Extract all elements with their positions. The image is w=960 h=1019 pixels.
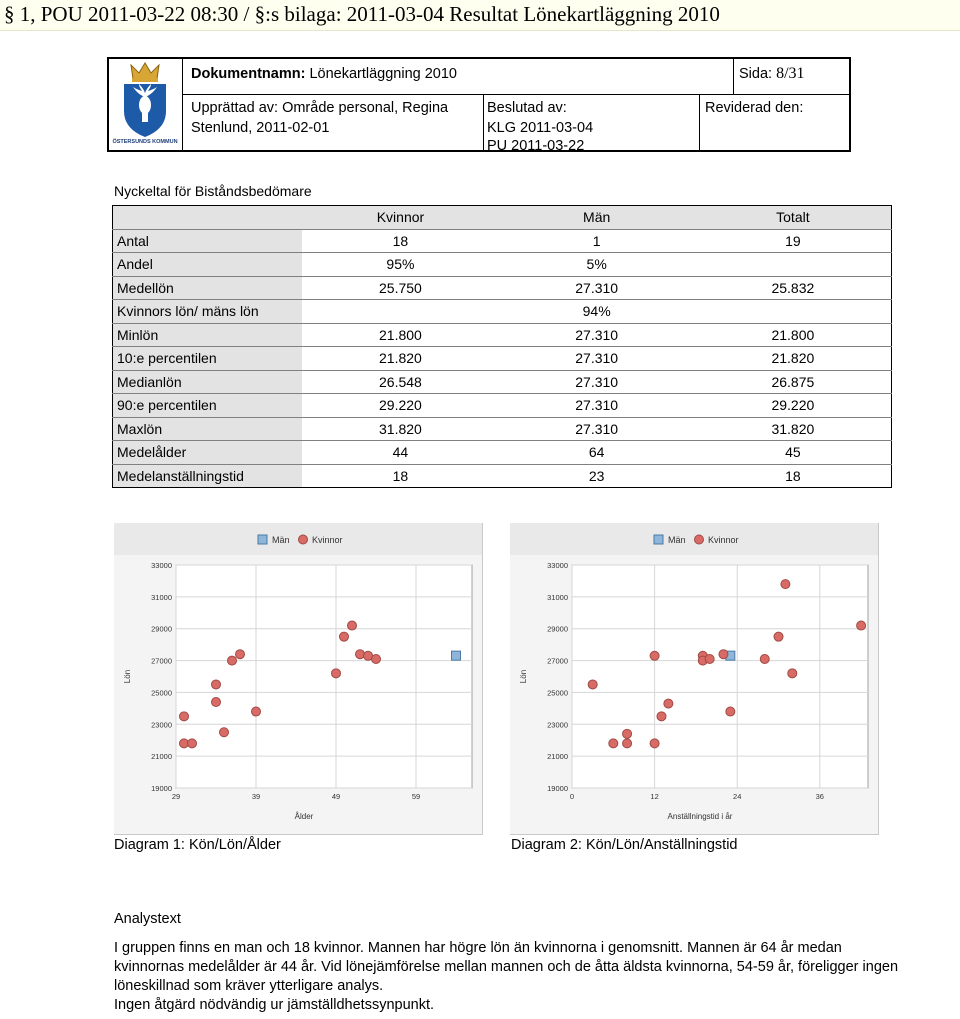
y-tick-label: 23000 (547, 720, 568, 730)
table-cell: 27.310 (499, 323, 695, 347)
data-point-kvinna (623, 739, 632, 748)
row-label: 10:e percentilen (113, 347, 303, 371)
table-cell: 21.820 (302, 347, 498, 371)
table-cell: 95% (302, 253, 498, 277)
legend-label: Kvinnor (312, 535, 343, 545)
y-tick-label: 27000 (151, 656, 172, 666)
analysis-text (114, 939, 904, 1015)
table-cell: 23 (499, 464, 695, 488)
table-cell: 27.310 (499, 370, 695, 394)
key-figures-table (112, 205, 892, 488)
table-cell: 19 (695, 229, 892, 253)
table-cell: 26.548 (302, 370, 498, 394)
x-tick-label: 49 (331, 792, 341, 801)
legend-label: Män (668, 535, 686, 545)
legend-label: Kvinnor (708, 535, 739, 545)
y-tick-label: 21000 (151, 752, 172, 762)
data-point-kvinna (188, 739, 197, 748)
chart-age (114, 523, 483, 835)
data-point-kvinna (588, 680, 597, 689)
y-tick-label: 19000 (151, 784, 172, 793)
table-cell: 64 (499, 441, 695, 465)
data-point-kvinna (220, 728, 229, 737)
column-header: Män (499, 206, 695, 230)
table-row (113, 394, 892, 418)
x-tick-label: 59 (411, 792, 421, 801)
table-row (113, 347, 892, 371)
data-point-kvinna (348, 621, 357, 630)
data-point-kvinna (760, 654, 769, 663)
table-cell: 31.820 (302, 417, 498, 441)
legend-bar (510, 523, 878, 555)
doc-name-value: Lönekartläggning 2010 (309, 66, 457, 82)
y-tick-label: 25000 (547, 688, 568, 698)
municipality-logo (109, 59, 183, 152)
row-label: Andel (113, 253, 303, 277)
legend-marker-kvinna (299, 535, 308, 544)
x-tick-label: 0 (569, 792, 575, 801)
table-row (113, 253, 892, 277)
column-header: Kvinnor (302, 206, 498, 230)
data-point-kvinna (788, 669, 797, 678)
revised-label: Reviderad den: (705, 100, 804, 116)
y-tick-label: 33000 (151, 561, 172, 570)
analysis-paragraph: Ingen åtgärd nödvändig ur jämställdhetssynpunkt. (114, 997, 435, 1013)
table-cell: 27.310 (499, 417, 695, 441)
analysis-paragraph: I gruppen finns en man och 18 kvinnor. Mannen har högre lön än kvinnorna i genomsnitt. Mannen är 64 år medan kvinnornas medelålder är 44 år. Vid lönejämförelse mellan mannen och de åtta äldsta kvinnorna, 54-59 år, föreligger ingen löneskillnad som kräver ytterligare analys. (114, 940, 899, 994)
table-cell: 18 (302, 464, 498, 488)
table-cell: 29.220 (302, 394, 498, 418)
data-point-kvinna (332, 669, 341, 678)
decided-by-line1: KLG 2011-03-04 (487, 120, 594, 136)
prepared-by-line2: Stenlund, 2011-02-01 (191, 120, 330, 136)
table-row (113, 370, 892, 394)
table-row (113, 441, 892, 465)
table-cell: 21.800 (302, 323, 498, 347)
data-point-man (452, 651, 461, 660)
page-header-bar (0, 0, 960, 31)
legend-marker-man (654, 535, 663, 544)
x-tick-label: 12 (650, 792, 659, 801)
table-cell: 5% (499, 253, 695, 277)
y-tick-label: 33000 (547, 561, 568, 570)
table-cell: 94% (499, 300, 695, 324)
data-point-kvinna (719, 650, 728, 659)
data-point-kvinna (657, 712, 666, 721)
y-tick-label: 31000 (547, 592, 568, 602)
table-cell: 18 (695, 464, 892, 488)
table-row (113, 323, 892, 347)
table-cell: 21.800 (695, 323, 892, 347)
data-point-kvinna (705, 654, 714, 663)
legend-bar (114, 523, 482, 555)
table-cell: 25.832 (695, 276, 892, 300)
y-tick-label: 21000 (547, 752, 568, 762)
table-cell (302, 300, 498, 324)
section-title: Nyckeltal för Biståndsbedömare (114, 183, 312, 199)
table-cell: 29.220 (695, 394, 892, 418)
x-tick-label: 24 (733, 792, 742, 801)
x-tick-label: 29 (171, 792, 181, 801)
x-axis-label: Ålder (294, 812, 314, 821)
column-header: Totalt (695, 206, 892, 230)
table-cell: 1 (499, 229, 695, 253)
table-row (113, 229, 892, 253)
prepared-by-line1: Upprättad av: Område personal, Regina (191, 100, 449, 116)
table-cell: 21.820 (695, 347, 892, 371)
x-tick-label: 39 (251, 792, 261, 801)
legend-marker-kvinna (695, 535, 704, 544)
y-tick-label: 29000 (547, 624, 568, 634)
chart-employment-time (510, 523, 879, 835)
table-cell: 27.310 (499, 394, 695, 418)
table-row (113, 417, 892, 441)
data-point-kvinna (212, 697, 221, 706)
data-point-kvinna (857, 621, 866, 630)
table-row (113, 464, 892, 488)
decided-by-label: Beslutad av: (487, 100, 567, 116)
data-point-kvinna (180, 712, 189, 721)
data-point-kvinna (650, 739, 659, 748)
header-cell (113, 206, 303, 230)
data-point-kvinna (236, 650, 245, 659)
row-label: Kvinnors lön/ mäns lön (113, 300, 303, 324)
y-tick-label: 23000 (151, 720, 172, 730)
decided-by-line2: PU 2011-03-22 (487, 138, 585, 154)
x-axis-label: Anställningstid i år (667, 812, 733, 821)
document-header (107, 57, 851, 152)
y-tick-label: 25000 (151, 688, 172, 698)
table-cell (695, 253, 892, 277)
y-tick-label: 29000 (151, 624, 172, 634)
table-cell: 44 (302, 441, 498, 465)
legend-marker-man (258, 535, 267, 544)
data-point-kvinna (726, 707, 735, 716)
data-point-kvinna (356, 650, 365, 659)
data-point-kvinna (252, 707, 261, 716)
data-point-kvinna (609, 739, 618, 748)
y-tick-label: 27000 (547, 656, 568, 666)
table-row (113, 300, 892, 324)
data-point-kvinna (664, 699, 673, 708)
data-point-kvinna (774, 632, 783, 641)
y-axis-label: Lön (123, 669, 132, 684)
table-cell: 18 (302, 229, 498, 253)
plot-area (176, 565, 472, 788)
svg-text:ÖSTERSUNDS KOMMUN: ÖSTERSUNDS KOMMUN (112, 139, 178, 145)
page-title: § 1, POU 2011-03-22 08:30 / §:s bilaga: 2011-03-04 Resultat Lönekartläggning 2010 (4, 2, 720, 26)
page-label: Sida: (739, 66, 773, 82)
legend-label: Män (272, 535, 290, 545)
row-label: Antal (113, 229, 303, 253)
y-tick-label: 19000 (547, 784, 568, 793)
caption-diagram-2: Diagram 2: Kön/Lön/Anställningstid (511, 837, 738, 853)
caption-diagram-1: Diagram 1: Kön/Lön/Ålder (114, 837, 281, 853)
row-label: Medianlön (113, 370, 303, 394)
analysis-title: Analystext (114, 911, 181, 927)
table-cell: 27.310 (499, 276, 695, 300)
table-cell: 27.310 (499, 347, 695, 371)
row-label: 90:e percentilen (113, 394, 303, 418)
page-number: 8/31 (776, 65, 805, 82)
x-tick-label: 36 (815, 792, 824, 801)
data-point-kvinna (623, 729, 632, 738)
row-label: Medelålder (113, 441, 303, 465)
data-point-kvinna (781, 580, 790, 589)
table-cell: 25.750 (302, 276, 498, 300)
table-cell: 26.875 (695, 370, 892, 394)
y-tick-label: 31000 (151, 592, 172, 602)
table-cell: 45 (695, 441, 892, 465)
table-header-row (113, 206, 892, 230)
table-row (113, 276, 892, 300)
table-cell (695, 300, 892, 324)
data-point-kvinna (372, 654, 381, 663)
data-point-kvinna (212, 680, 221, 689)
row-label: Minlön (113, 323, 303, 347)
plot-area (572, 565, 868, 788)
row-label: Maxlön (113, 417, 303, 441)
data-point-kvinna (650, 651, 659, 660)
y-axis-label: Lön (519, 669, 528, 684)
row-label: Medellön (113, 276, 303, 300)
data-point-kvinna (228, 656, 237, 665)
data-point-kvinna (340, 632, 349, 641)
row-label: Medelanställningstid (113, 464, 303, 488)
table-cell: 31.820 (695, 417, 892, 441)
doc-name-label: Dokumentnamn: (191, 66, 306, 82)
